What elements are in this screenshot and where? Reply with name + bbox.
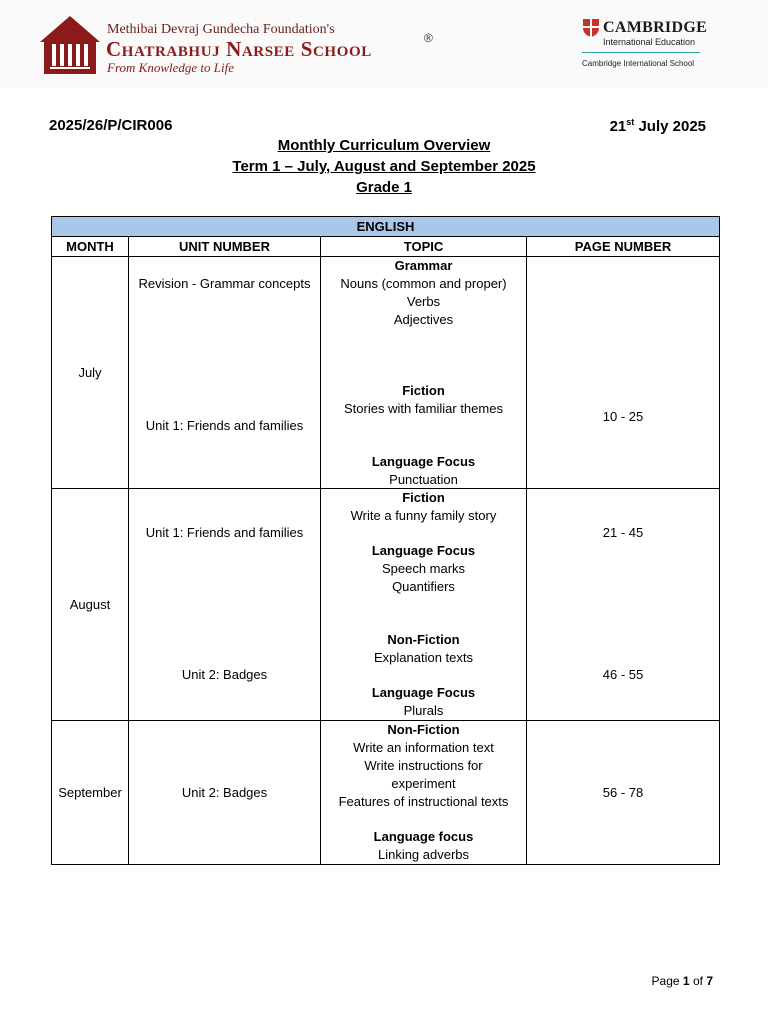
topic-heading: Non-Fiction bbox=[387, 632, 460, 647]
topic-item: Stories with familiar themes bbox=[344, 401, 503, 416]
unit-label: Revision - Grammar concepts bbox=[138, 276, 311, 291]
page-of: of bbox=[692, 974, 703, 988]
document-title: Monthly Curriculum Overview bbox=[277, 137, 491, 154]
registered-mark: ® bbox=[424, 31, 433, 45]
unit-label: Unit 1: Friends and families bbox=[145, 525, 304, 540]
date-day: 21 bbox=[609, 118, 627, 135]
topic-item: Speech marks bbox=[381, 561, 466, 576]
column-header-month: MONTH bbox=[52, 237, 129, 257]
topic-item: Punctuation bbox=[389, 472, 458, 487]
unit-label: Unit 2: Badges bbox=[181, 667, 268, 682]
letterhead bbox=[0, 0, 768, 88]
date-suffix: st bbox=[626, 117, 635, 127]
subject-header: ENGLISH bbox=[52, 217, 720, 237]
topic-item: experiment bbox=[391, 776, 456, 791]
topic-heading: Language Focus bbox=[371, 454, 476, 469]
unit-cell: Unit 2: Badges bbox=[129, 721, 321, 865]
cambridge-shield-icon bbox=[582, 18, 600, 38]
topic-item: Quantifiers bbox=[392, 579, 455, 594]
page-current: 1 bbox=[682, 974, 690, 988]
partner-divider bbox=[582, 52, 700, 53]
topic-heading: Fiction bbox=[402, 490, 445, 505]
topic-cell bbox=[321, 489, 527, 721]
topic-item: Explanation texts bbox=[373, 650, 473, 665]
month-cell: August bbox=[52, 489, 129, 721]
unit-label: Unit 1: Friends and families bbox=[145, 418, 304, 433]
partner-school: Cambridge International School bbox=[582, 59, 695, 68]
page-cell bbox=[527, 257, 720, 489]
page-cell: 56 - 78 bbox=[527, 721, 720, 865]
topic-item: Linking adverbs bbox=[377, 847, 470, 862]
partner-subtitle: International Education bbox=[603, 37, 696, 47]
partner-name: CAMBRIDGE bbox=[603, 19, 708, 36]
topic-item: Write a funny family story bbox=[350, 508, 497, 523]
topic-item: Write an information text bbox=[353, 740, 494, 755]
page-range: 46 - 55 bbox=[602, 667, 644, 682]
page-cell bbox=[527, 489, 720, 721]
table-row-august bbox=[52, 489, 720, 721]
topic-item: Adjectives bbox=[393, 312, 454, 327]
column-header-topic: TOPIC bbox=[321, 237, 527, 257]
school-tagline: From Knowledge to Life bbox=[107, 60, 234, 75]
unit-cell bbox=[129, 257, 321, 489]
topic-heading: Language focus bbox=[373, 829, 474, 844]
school-emblem-icon bbox=[38, 14, 102, 76]
topic-heading: Language Focus bbox=[371, 685, 476, 700]
topic-heading: Fiction bbox=[402, 383, 445, 398]
school-foundation: Methibai Devraj Gundecha Foundation's bbox=[107, 22, 335, 37]
topic-item: Plurals bbox=[403, 703, 444, 718]
table-row-july bbox=[52, 257, 720, 489]
column-header-unit: UNIT NUMBER bbox=[129, 237, 321, 257]
topic-cell bbox=[321, 721, 527, 865]
curriculum-table bbox=[51, 216, 720, 865]
month-cell: July bbox=[52, 257, 129, 489]
topic-heading: Non-Fiction bbox=[387, 722, 460, 737]
table-row-september bbox=[52, 721, 720, 865]
circular-reference: 2025/26/P/CIR006 bbox=[49, 117, 173, 134]
topic-item: Verbs bbox=[406, 294, 441, 309]
topic-cell bbox=[321, 257, 527, 489]
term-title: Term 1 – July, August and September 2025 bbox=[232, 158, 536, 175]
topic-item: Write instructions for bbox=[364, 758, 483, 773]
school-name: Chatrabhuj Narsee School bbox=[106, 37, 372, 61]
date-month-year: July 2025 bbox=[634, 118, 706, 135]
page-total: 7 bbox=[706, 974, 713, 988]
topic-item: Nouns (common and proper) bbox=[340, 276, 507, 291]
unit-cell bbox=[129, 489, 321, 721]
page-word: Page bbox=[651, 974, 680, 988]
topic-heading: Grammar bbox=[394, 258, 453, 273]
column-header-page: PAGE NUMBER bbox=[527, 237, 720, 257]
topic-heading: Language Focus bbox=[371, 543, 476, 558]
topic-item: Features of instructional texts bbox=[338, 794, 509, 809]
page-range: 21 - 45 bbox=[602, 525, 644, 540]
grade-title: Grade 1 bbox=[356, 179, 412, 196]
page-indicator bbox=[652, 974, 713, 988]
month-cell: September bbox=[52, 721, 129, 865]
circular-date bbox=[610, 117, 706, 135]
page-range: 10 - 25 bbox=[602, 409, 644, 424]
